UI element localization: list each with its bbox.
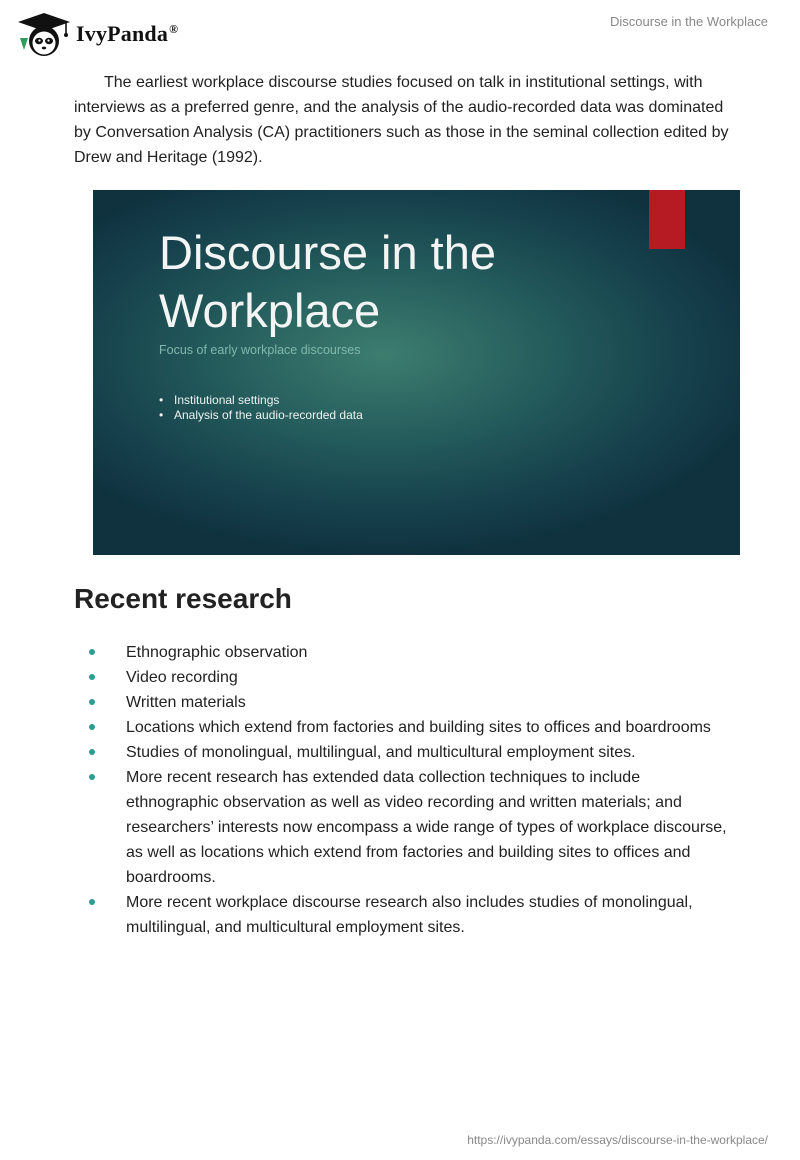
list-item: Video recording xyxy=(74,665,734,690)
slide-image xyxy=(93,190,740,555)
recent-research-list xyxy=(74,640,734,940)
site-logo[interactable] xyxy=(14,10,178,58)
intro-paragraph: The earliest workplace discourse studies focused on talk in institutional settings, with interviews as a preferred genre, and the analysis of the audio-recorded data was dominated by Conversation Analysis (CA) practitioners such as those in the seminal collection edited by Drew and Heritage (1992). xyxy=(74,74,729,166)
slide-bullet: • Analysis of the audio-recorded data xyxy=(159,408,363,423)
list-item: Written materials xyxy=(74,690,734,715)
section-heading: Recent research xyxy=(74,583,292,614)
registered-mark: ® xyxy=(169,21,179,36)
slide-subtitle: Focus of early workplace discourses xyxy=(159,343,361,357)
list-item: More recent research has extended data collection techniques to include ethnographic observation as well as video recording and written materials; and researchers’ interests now encompass a wide range of types of workplace discourse, as well as locations which extend from factories and building sites to offices and boardrooms. xyxy=(74,765,734,890)
logo-text: IvyPanda xyxy=(76,21,169,46)
slide-bullet-list xyxy=(159,393,363,423)
panda-graduation-cap-icon xyxy=(14,10,70,58)
list-item: Studies of monolingual, multilingual, and multicultural employment sites. xyxy=(74,740,734,765)
slide-bullet: • Institutional settings xyxy=(159,393,363,408)
list-item: Locations which extend from factories and building sites to offices and boardrooms xyxy=(74,715,734,740)
footer-url[interactable]: https://ivypanda.com/essays/discourse-in-the-workplace/ xyxy=(467,1133,768,1147)
list-item: Ethnographic observation xyxy=(74,640,734,665)
slide-title: Discourse in the Workplace xyxy=(159,226,496,337)
list-item: More recent workplace discourse research also includes studies of monolingual, multilingual, and multicultural employment sites. xyxy=(74,890,734,940)
slide-accent-bar xyxy=(649,190,685,249)
running-title: Discourse in the Workplace xyxy=(610,14,768,29)
